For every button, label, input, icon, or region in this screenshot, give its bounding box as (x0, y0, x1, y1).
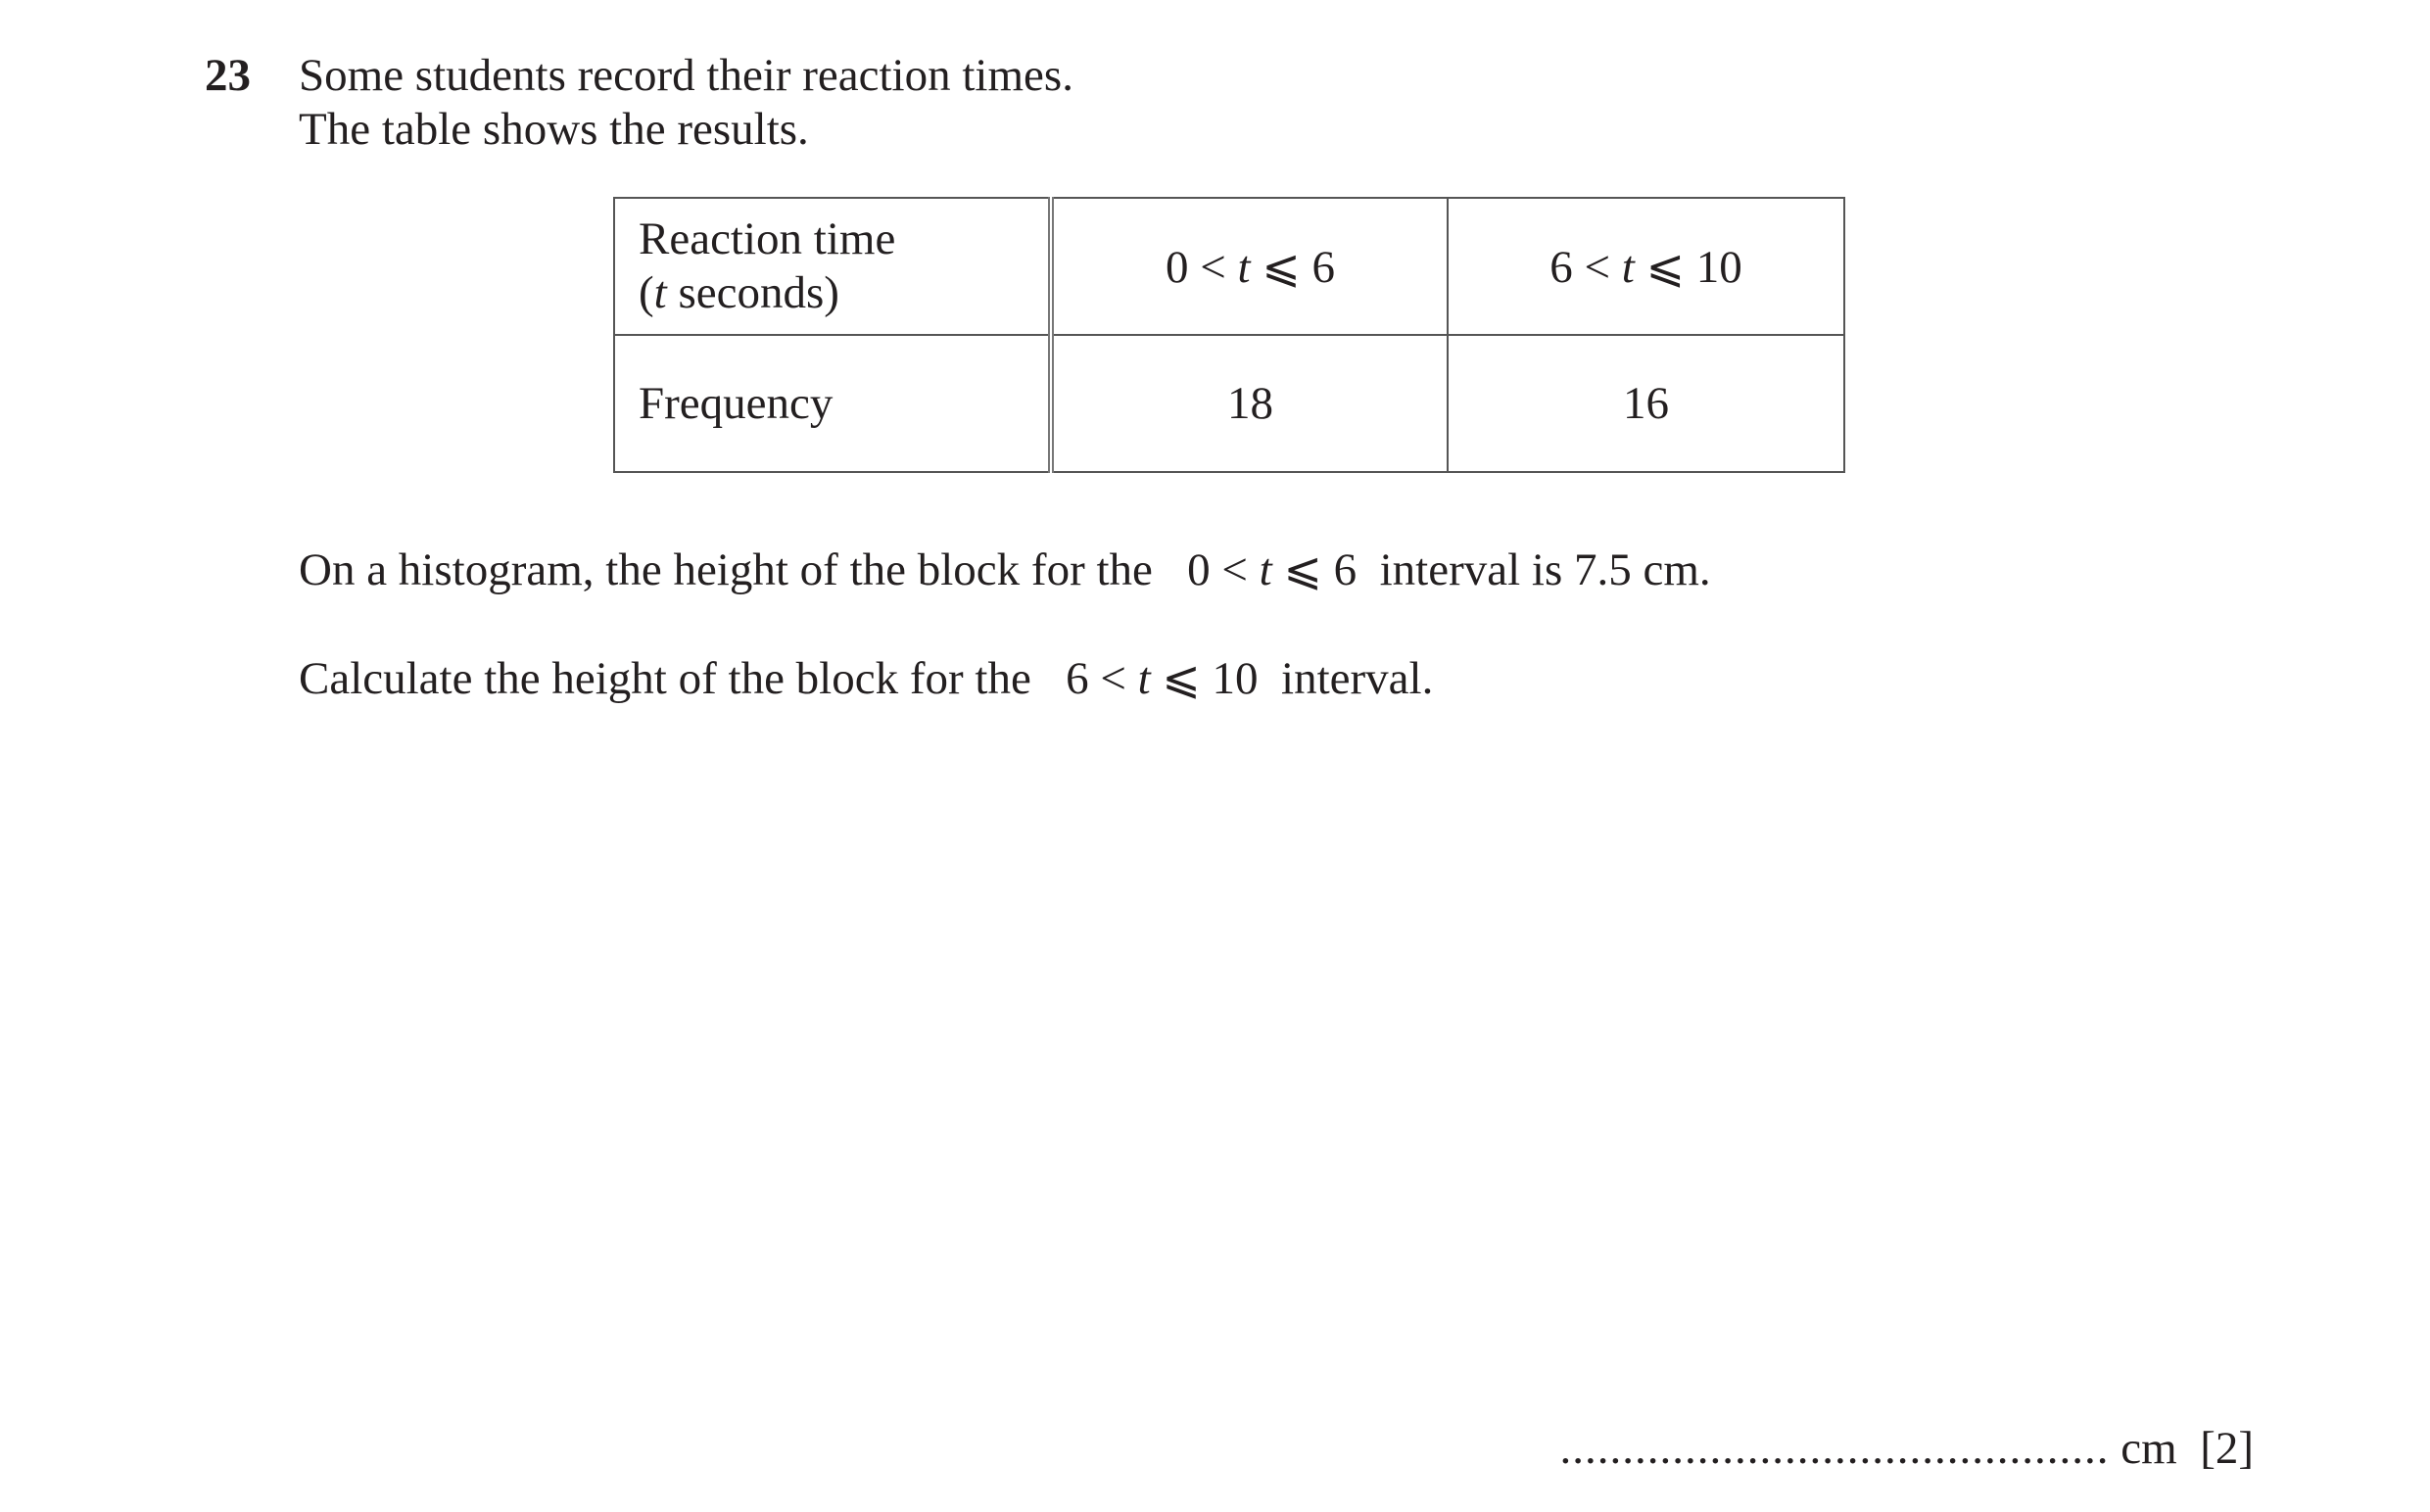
var-t: t (1137, 653, 1151, 704)
instruction-text-after: interval. (1258, 653, 1434, 704)
statement-text-before: On a histogram, the height of the block for the (299, 544, 1188, 595)
interval-right: ⩽ 10 (1634, 241, 1742, 293)
interval-left: 0 < (1187, 544, 1260, 595)
histogram-statement (299, 543, 1711, 597)
reaction-time-label: Reaction time (639, 213, 896, 264)
results-table (613, 197, 1845, 473)
statement-text-after: interval is 7.5 cm. (1357, 544, 1711, 595)
interval-left: 0 < (1166, 241, 1238, 293)
interval-right: ⩽ 10 (1150, 653, 1259, 704)
question-number: 23 (205, 50, 251, 101)
interval-header-2 (1448, 198, 1844, 335)
frequency-value-2: 16 (1448, 335, 1844, 472)
instruction-text-before: Calculate the height of the block for the (299, 653, 1067, 704)
seconds-text: seconds) (666, 267, 839, 318)
marks-label: [2] (2200, 1423, 2254, 1474)
seconds-label (639, 266, 1048, 320)
question-intro (299, 49, 1073, 157)
interval-left: 6 < (1066, 653, 1138, 704)
row-label-frequency: Frequency (614, 335, 1051, 472)
table-row (614, 198, 1844, 335)
paren-open: ( (639, 267, 654, 318)
answer-line (1560, 1422, 2254, 1476)
var-t: t (653, 267, 667, 318)
interval-left: 6 < (1549, 241, 1622, 293)
var-t: t (1621, 241, 1635, 293)
table-row (614, 335, 1844, 472)
interval-right: ⩽ 6 (1271, 544, 1358, 595)
intro-line-2: The table shows the results. (299, 104, 809, 155)
question-instruction (299, 652, 1433, 706)
var-t: t (1259, 544, 1272, 595)
answer-unit: cm (2120, 1423, 2177, 1474)
var-t: t (1237, 241, 1251, 293)
intro-line-1: Some students record their reaction times. (299, 50, 1073, 101)
interval-header-1 (1051, 198, 1448, 335)
interval-right: ⩽ 6 (1250, 241, 1335, 293)
answer-space[interactable]: ............................................ (1559, 1423, 2110, 1474)
frequency-value-1: 18 (1051, 335, 1448, 472)
row-label-reaction-time (614, 198, 1051, 335)
